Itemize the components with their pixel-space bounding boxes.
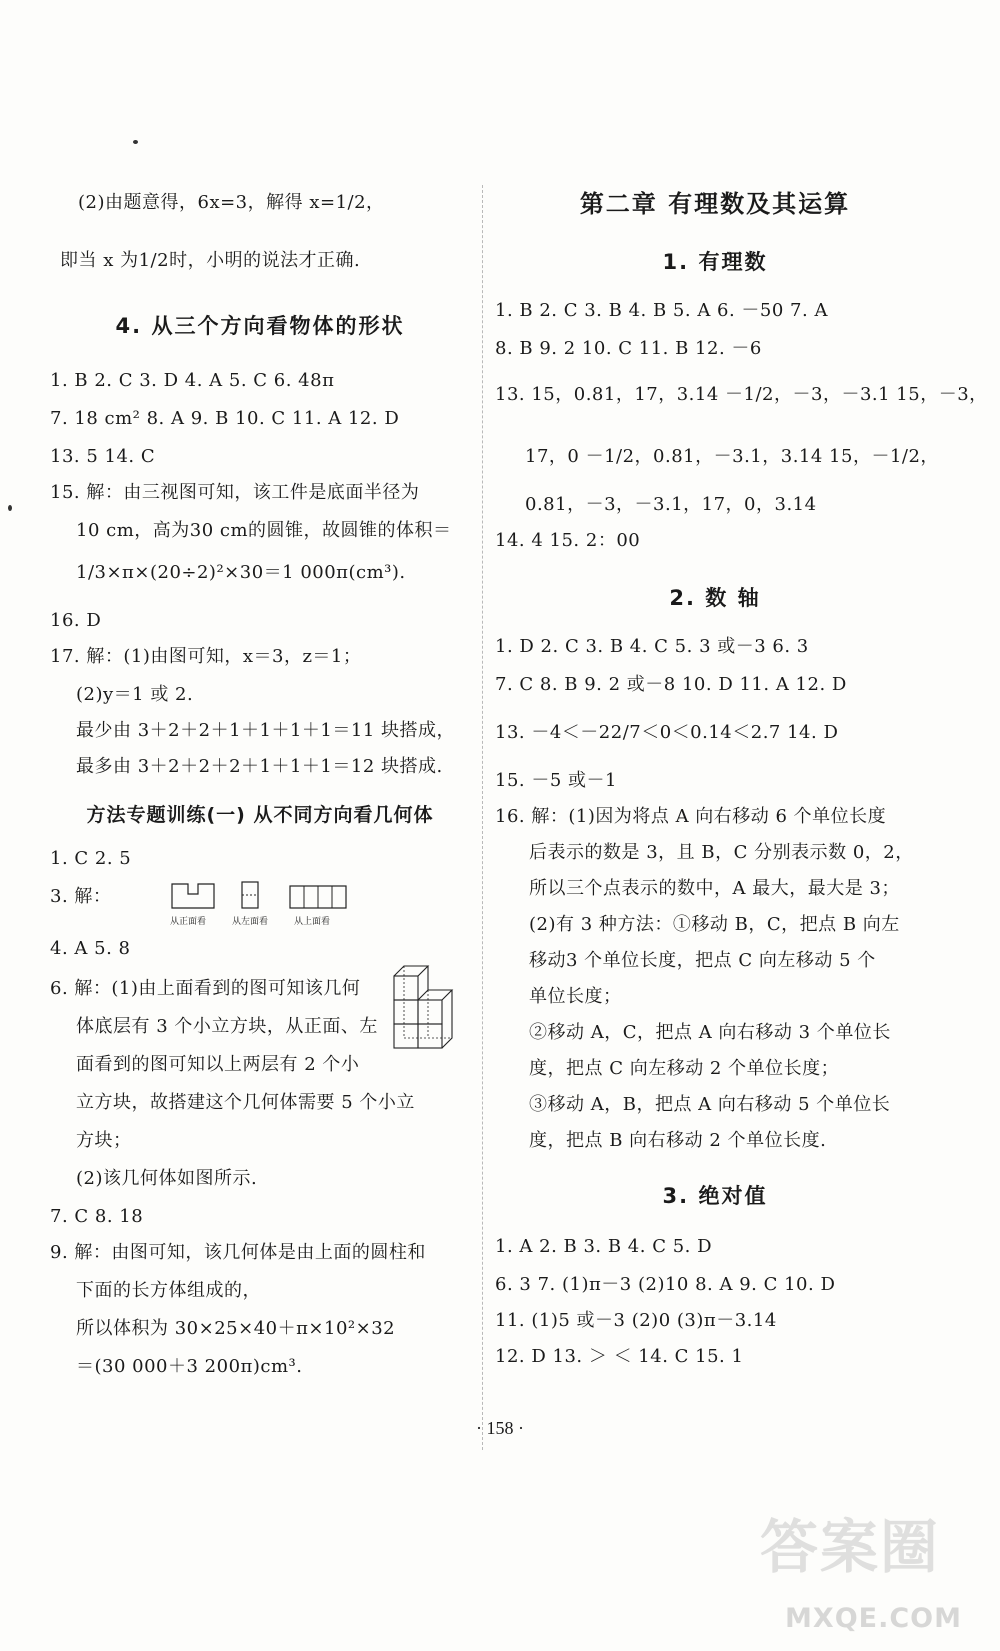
front-view-shape <box>172 884 214 908</box>
answer-line: 单位长度； <box>529 986 622 1007</box>
answer-line: 1. B 2. C 3. D 4. A 5. C 6. 48π <box>50 370 335 391</box>
section-title: 方法专题训练(一) 从不同方向看几何体 <box>86 804 434 826</box>
answer-line: 1. A 2. B 3. B 4. C 5. D <box>495 1236 713 1257</box>
fig-caption: 从左面看 <box>232 917 269 927</box>
answer-line: 16. 解：(1)因为将点 A 向右移动 6 个单位长度 <box>495 806 887 827</box>
answer-line: 1/3×π×(20÷2)²×30＝1 000π(cm³). <box>76 562 406 583</box>
answer-line: 6. 3 7. (1)π－3 (2)10 8. A 9. C 10. D <box>495 1274 836 1295</box>
answer-line: 4. A 5. 8 <box>50 938 131 959</box>
answer-line: 15. 解：由三视图可知，该工件是底面半径为 <box>50 482 420 503</box>
answer-line: 15. －5 或－1 <box>495 770 617 791</box>
answer-line: 1. C 2. 5 <box>50 848 132 869</box>
answer-line: 移动3 个单位长度，把点 C 向左移动 5 个 <box>529 950 876 971</box>
left-view-shape <box>242 882 258 908</box>
column-divider <box>482 185 483 1450</box>
answer-line: 度，把点 C 向左移动 2 个单位长度； <box>529 1058 840 1079</box>
answer-line: (2)该几何体如图所示. <box>76 1168 258 1189</box>
answer-line: 10 cm，高为30 cm的圆锥，故圆锥的体积＝ <box>76 520 452 541</box>
answer-line: 后表示的数是 3，且 B，C 分别表示数 0，2， <box>529 842 914 863</box>
answer-line: ＝(30 000＋3 200π)cm³. <box>76 1356 303 1377</box>
fig-caption: 从上面看 <box>294 917 331 927</box>
answer-line: 1. D 2. C 3. B 4. C 5. 3 或－3 6. 3 <box>495 636 809 657</box>
chapter-title: 第二章 有理数及其运算 <box>579 190 851 218</box>
scan-speck <box>133 140 138 144</box>
answer-line: 9. 解：由图可知，该几何体是由上面的圆柱和 <box>50 1242 426 1263</box>
section-title: 1. 有理数 <box>662 250 768 274</box>
answer-line: 3. 解： <box>50 886 112 907</box>
answer-line: 13. 5 14. C <box>50 446 156 467</box>
answer-line: 16. D <box>50 610 102 631</box>
scan-speck <box>8 505 12 511</box>
answer-line: 所以体积为 30×25×40＋π×10²×32 <box>76 1318 396 1339</box>
answer-line: 14. 4 15. 2：00 <box>495 530 641 551</box>
text-line: (2)由题意得，6x=3，解得 x=1/2， <box>78 192 385 213</box>
answer-line: (2)有 3 种方法：①移动 B，C，把点 B 向左 <box>529 914 900 935</box>
answer-line: 13. －4＜－22/7＜0＜0.14＜2.7 14. D <box>495 722 839 743</box>
answer-line: 所以三个点表示的数中，A 最大，最大是 3； <box>529 878 900 899</box>
answer-line: 体底层有 3 个小立方块，从正面、左 <box>76 1016 378 1037</box>
answer-line: 面看到的图可知以上两层有 2 个小 <box>76 1054 360 1075</box>
text-line: 即当 x 为1/2时，小明的说法才正确. <box>60 250 361 271</box>
answer-line: 1. B 2. C 3. B 4. B 5. A 6. －50 7. A <box>495 300 828 321</box>
answer-line: 最少由 3＋2＋2＋1＋1＋1＋1＝11 块搭成， <box>76 720 456 741</box>
answer-line: 7. C 8. B 9. 2 或－8 10. D 11. A 12. D <box>495 674 847 695</box>
answer-line: 方块； <box>76 1130 132 1151</box>
answer-line: 13. 15，0.81，17，3.14 －1/2，－3，－3.1 15，－3， <box>495 384 988 405</box>
answer-line: 17，0 －1/2，0.81，－3.1，3.14 15，－1/2， <box>525 446 939 467</box>
answer-line: 7. C 8. 18 <box>50 1206 144 1227</box>
answer-line: 6. 解：(1)由上面看到的图可知该几何 <box>50 978 361 999</box>
answer-line: 11. (1)5 或－3 (2)0 (3)π－3.14 <box>495 1310 777 1331</box>
answer-line: ③移动 A，B，把点 A 向右移动 5 个单位长 <box>529 1094 891 1115</box>
answer-line: 度，把点 B 向右移动 2 个单位长度. <box>529 1130 827 1151</box>
answer-line: 立方块，故搭建这个几何体需要 5 个小立 <box>76 1092 415 1113</box>
page-number: · 158 · <box>476 1418 524 1438</box>
answer-line: 最多由 3＋2＋2＋2＋1＋1＋1＝12 块搭成. <box>76 756 443 777</box>
answer-line: 下面的长方体组成的， <box>76 1280 261 1301</box>
answer-line: 17. 解：(1)由图可知，x＝3，z＝1； <box>50 646 362 667</box>
answer-line: 12. D 13. ＞ ＜ 14. C 15. 1 <box>495 1346 744 1367</box>
cube-stack-figure <box>390 962 460 1066</box>
section-title: 4. 从三个方向看物体的形状 <box>115 314 405 338</box>
section-title: 2. 数 轴 <box>669 586 761 610</box>
watermark-url: MXQE.COM <box>785 1603 962 1634</box>
answer-line: 8. B 9. 2 10. C 11. B 12. －6 <box>495 338 762 359</box>
answer-line: 7. 18 cm² 8. A 9. B 10. C 11. A 12. D <box>50 408 400 429</box>
answer-line: 0.81，－3，－3.1，17，0，3.14 <box>525 494 817 515</box>
section-title: 3. 绝对值 <box>662 1184 768 1208</box>
answer-line: ②移动 A，C，把点 A 向右移动 3 个单位长 <box>529 1022 891 1043</box>
fig-caption: 从正面看 <box>170 917 207 927</box>
watermark-logo <box>760 1480 970 1640</box>
watermark-mark: 答案圈 <box>760 1513 941 1581</box>
answer-line: (2)y＝1 或 2. <box>76 684 194 705</box>
top-view-shape <box>290 886 346 908</box>
three-views-figure <box>170 880 370 930</box>
